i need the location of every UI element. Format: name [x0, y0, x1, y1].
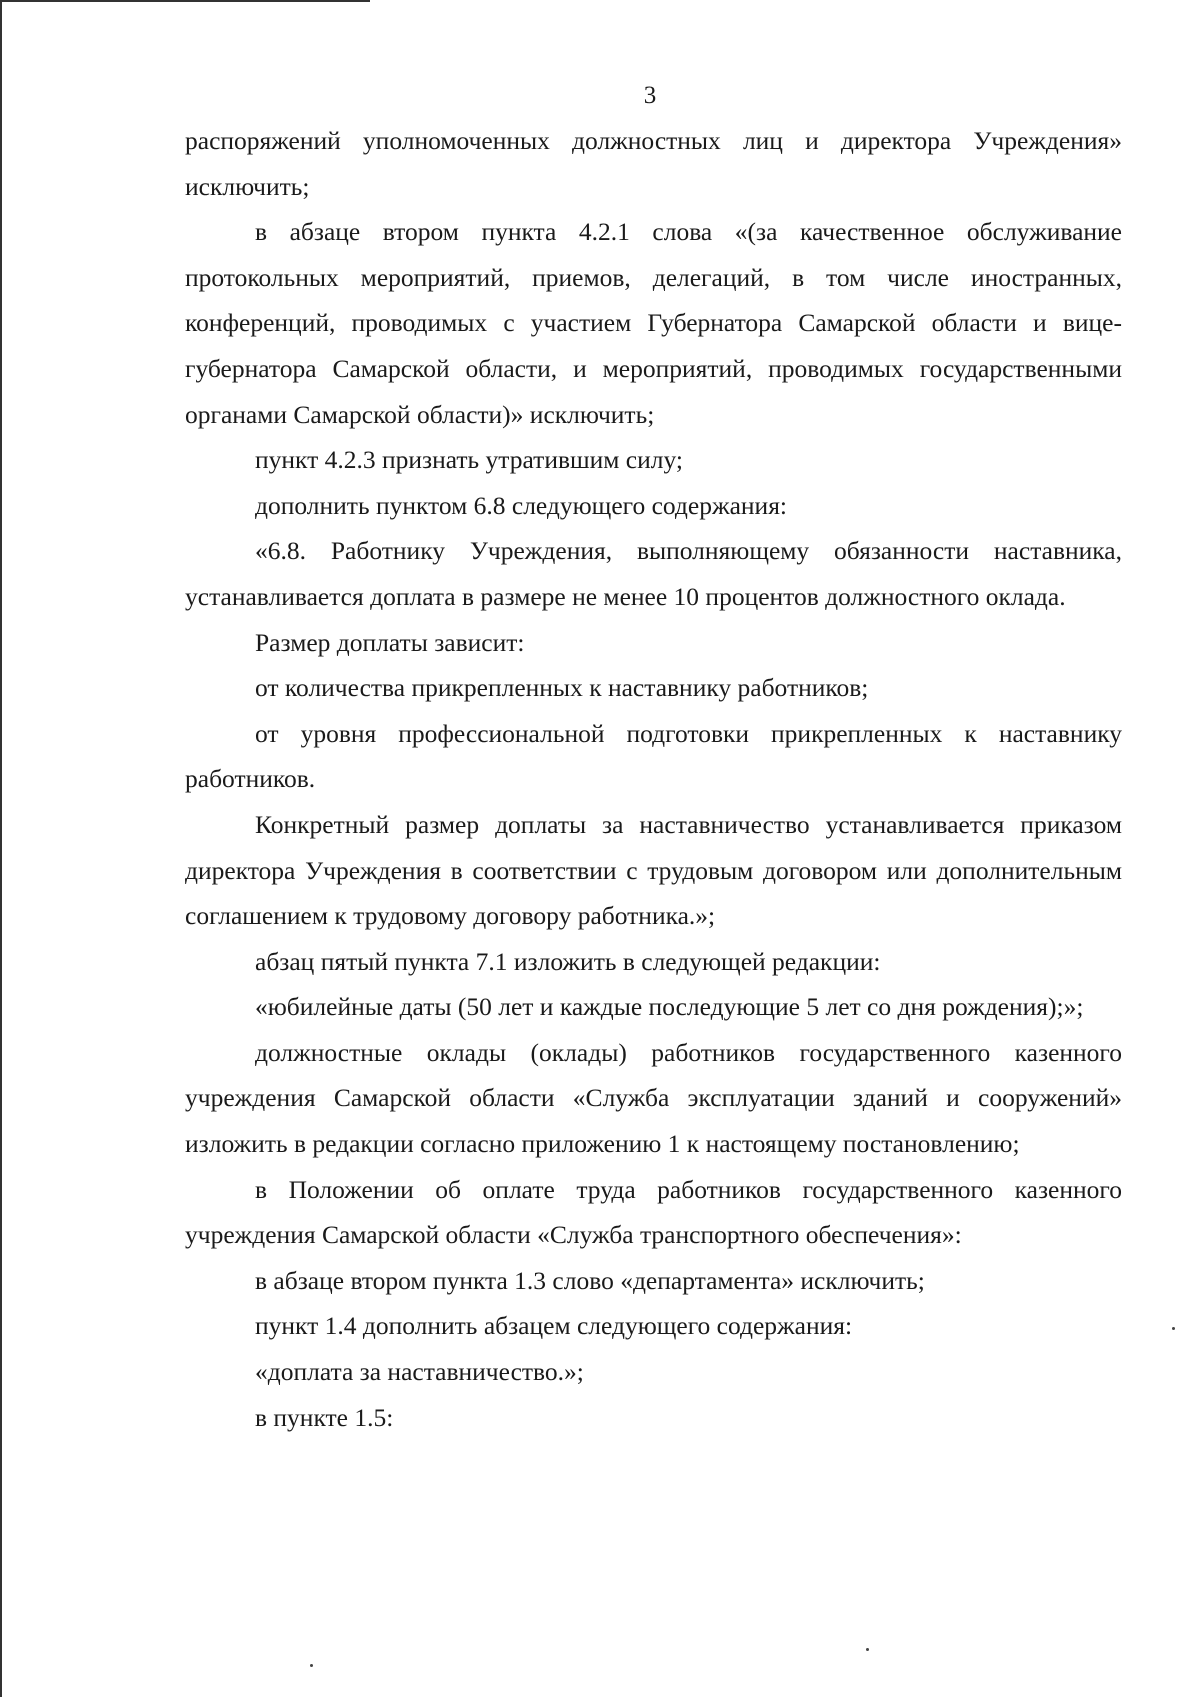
paragraph: в Положении об оплате труда работников государственного казенного учреждения Самарской области «Служба транспортного обеспечения»:	[185, 1174, 1122, 1250]
paragraph: в пункте 1.5:	[255, 1402, 394, 1432]
paragraph: Конкретный размер доплаты за наставничество устанавливается приказом директора Учреждения в соответствии с трудовым договором или дополнительным соглашением к трудовому договору работника.»;	[185, 809, 1122, 931]
paragraph: пункт 1.4 дополнить абзацем следующего содержания:	[255, 1311, 853, 1341]
page-number: 3	[643, 82, 657, 109]
paragraph: «доплата за наставничество.»;	[255, 1357, 584, 1387]
paragraph: «юбилейные даты (50 лет и каждые последующие 5 лет со дня рождения);»;	[255, 992, 1084, 1022]
scan-speck	[310, 1664, 313, 1667]
paragraph: должностные оклады (оклады) работников государственного казенного учреждения Самарской области «Служба эксплуатации зданий и сооружений» изложить в редакции согласно приложению 1 к настоящему постановлению;	[185, 1037, 1122, 1159]
paragraph: дополнить пунктом 6.8 следующего содержания:	[255, 490, 788, 520]
paragraph: пункт 4.2.3 признать утратившим силу;	[255, 445, 683, 475]
scan-border-left	[0, 0, 2, 1697]
scan-speck	[866, 1648, 869, 1651]
paragraph: в абзаце втором пункта 4.2.1 слова «(за качественное обслуживание протокольных мероприятий, приемов, делегаций, в том числе иностранных, конференций, проводимых с участием Губернатора Самарской области и вице-губернатора Самарской области, и мероприятий, проводимых государственными органами Самарской области)» исключить;	[185, 217, 1122, 429]
scan-speck	[1172, 1327, 1175, 1330]
scan-border-top	[0, 0, 370, 2]
paragraph: «6.8. Работнику Учреждения, выполняющему обязанности наставника, устанавливается доплата в размере не менее 10 процентов должностного оклада.	[185, 536, 1122, 611]
paragraph: от уровня профессиональной подготовки прикрепленных к наставнику работников.	[185, 718, 1122, 794]
paragraph: в абзаце втором пункта 1.3 слово «департамента» исключить;	[255, 1265, 925, 1295]
paragraph: от количества прикрепленных к наставнику работников;	[255, 673, 869, 703]
paragraph-continuation: распоряжений уполномоченных должностных лиц и директора Учреждения» исключить;	[185, 126, 1122, 201]
paragraph: абзац пятый пункта 7.1 изложить в следующей редакции:	[255, 946, 881, 976]
document-body	[185, 118, 1122, 1440]
paragraph: Размер доплаты зависит:	[255, 627, 525, 657]
